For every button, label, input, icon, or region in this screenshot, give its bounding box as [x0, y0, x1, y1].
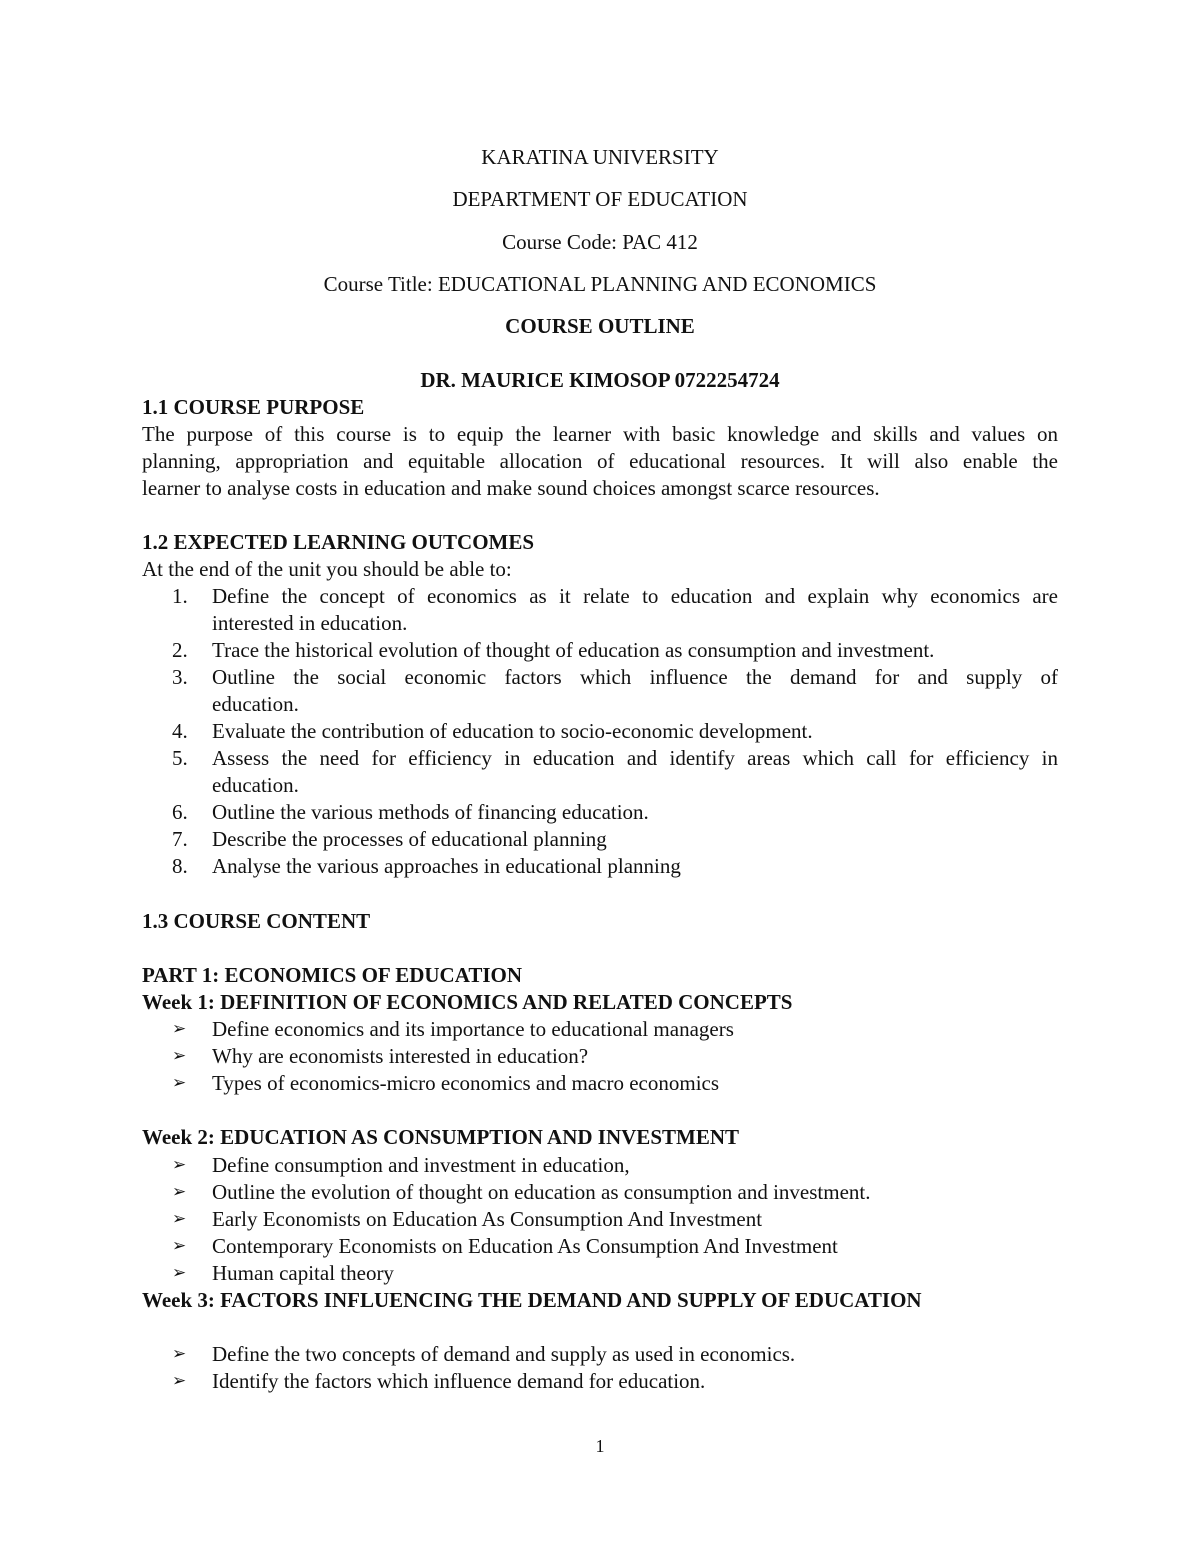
arrow-bullet-icon: ➢	[172, 1263, 187, 1283]
item-text: Outline the various methods of financing education.	[212, 800, 649, 824]
bullet-text: Define consumption and investment in education,	[212, 1153, 630, 1177]
arrow-bullet-icon: ➢	[172, 1209, 187, 1229]
item-number: 8.	[172, 854, 188, 878]
item-text: Define the concept of economics as it relate to education and explain why economics are	[212, 584, 1058, 608]
bullet-text: Identify the factors which influence demand for education.	[212, 1369, 706, 1393]
course-outline-heading: COURSE OUTLINE	[505, 314, 695, 338]
item-number: 4.	[172, 719, 188, 743]
bullet-text: Contemporary Economists on Education As Consumption And Investment	[212, 1234, 838, 1258]
item-text: Evaluate the contribution of education to socio-economic development.	[212, 719, 813, 743]
item-text: Trace the historical evolution of thought of education as consumption and investment.	[212, 638, 935, 662]
item-text-continued: education.	[212, 773, 299, 797]
list-item	[172, 664, 1058, 691]
list-item	[172, 718, 1058, 745]
lecturer-contact: DR. MAURICE KIMOSOP 0722254724	[420, 368, 780, 392]
bullet-text: Why are economists interested in education?	[212, 1044, 589, 1068]
course-title: Course Title: EDUCATIONAL PLANNING AND ECONOMICS	[323, 272, 877, 296]
arrow-bullet-icon: ➢	[172, 1155, 187, 1175]
arrow-bullet-icon: ➢	[172, 1019, 187, 1039]
purpose-line-3: learner to analyse costs in education and make sound choices amongst scarce resources.	[142, 476, 880, 500]
week1-heading: Week 1: DEFINITION OF ECONOMICS AND RELATED CONCEPTS	[142, 990, 793, 1014]
list-item	[172, 853, 1058, 880]
purpose-line-1: The purpose of this course is to equip the learner with basic knowledge and skills and values on	[142, 422, 1058, 446]
outcomes-heading: 1.2 EXPECTED LEARNING OUTCOMES	[142, 530, 535, 554]
list-item	[172, 826, 1058, 853]
bullet-text: Define the two concepts of demand and supply as used in economics.	[212, 1342, 796, 1366]
list-item-continuation	[172, 772, 1058, 799]
item-text: Analyse the various approaches in educational planning	[212, 854, 681, 878]
bullet-text: Human capital theory	[212, 1261, 394, 1285]
list-item	[172, 799, 1058, 826]
list-item	[172, 583, 1058, 610]
outcomes-list	[172, 583, 1058, 880]
arrow-bullet-icon: ➢	[172, 1236, 187, 1256]
purpose-line-2: planning, appropriation and equitable allocation of educational resources. It will also enable the	[142, 449, 1058, 473]
outcomes-intro: At the end of the unit you should be able to:	[142, 557, 512, 581]
bullet-text: Types of economics-micro economics and macro economics	[212, 1071, 720, 1095]
week2-heading: Week 2: EDUCATION AS CONSUMPTION AND INVESTMENT	[142, 1125, 740, 1149]
item-number: 1.	[172, 584, 188, 608]
part1-heading: PART 1: ECONOMICS OF EDUCATION	[142, 963, 522, 987]
arrow-bullet-icon: ➢	[172, 1073, 187, 1093]
university-name: KARATINA UNIVERSITY	[481, 145, 719, 169]
item-text-continued: interested in education.	[212, 611, 408, 635]
list-item-continuation	[172, 610, 1058, 637]
content-heading: 1.3 COURSE CONTENT	[142, 909, 371, 933]
bullet-text: Define economics and its importance to educational managers	[212, 1017, 734, 1041]
item-text: Outline the social economic factors which influence the demand for and supply of	[212, 665, 1058, 689]
item-number: 3.	[172, 665, 188, 689]
department-name: DEPARTMENT OF EDUCATION	[452, 187, 748, 211]
page-number: 1	[595, 1436, 605, 1456]
arrow-bullet-icon: ➢	[172, 1371, 187, 1391]
purpose-heading: 1.1 COURSE PURPOSE	[142, 395, 365, 419]
list-item-continuation	[172, 691, 1058, 718]
bullet-text: Early Economists on Education As Consumption And Investment	[212, 1207, 763, 1231]
list-item	[172, 637, 1058, 664]
course-code: Course Code: PAC 412	[502, 230, 698, 254]
item-number: 5.	[172, 746, 188, 770]
arrow-bullet-icon: ➢	[172, 1046, 187, 1066]
arrow-bullet-icon: ➢	[172, 1182, 187, 1202]
bullet-text: Outline the evolution of thought on education as consumption and investment.	[212, 1180, 871, 1204]
item-text: Assess the need for efficiency in education and identify areas which call for efficiency in	[212, 746, 1058, 770]
item-number: 6.	[172, 800, 188, 824]
item-number: 2.	[172, 638, 188, 662]
week3-heading: Week 3: FACTORS INFLUENCING THE DEMAND AND SUPPLY OF EDUCATION	[142, 1288, 922, 1312]
item-text: Describe the processes of educational planning	[212, 827, 607, 851]
item-number: 7.	[172, 827, 188, 851]
item-text-continued: education.	[212, 692, 299, 716]
arrow-bullet-icon: ➢	[172, 1344, 187, 1364]
list-item	[172, 745, 1058, 772]
